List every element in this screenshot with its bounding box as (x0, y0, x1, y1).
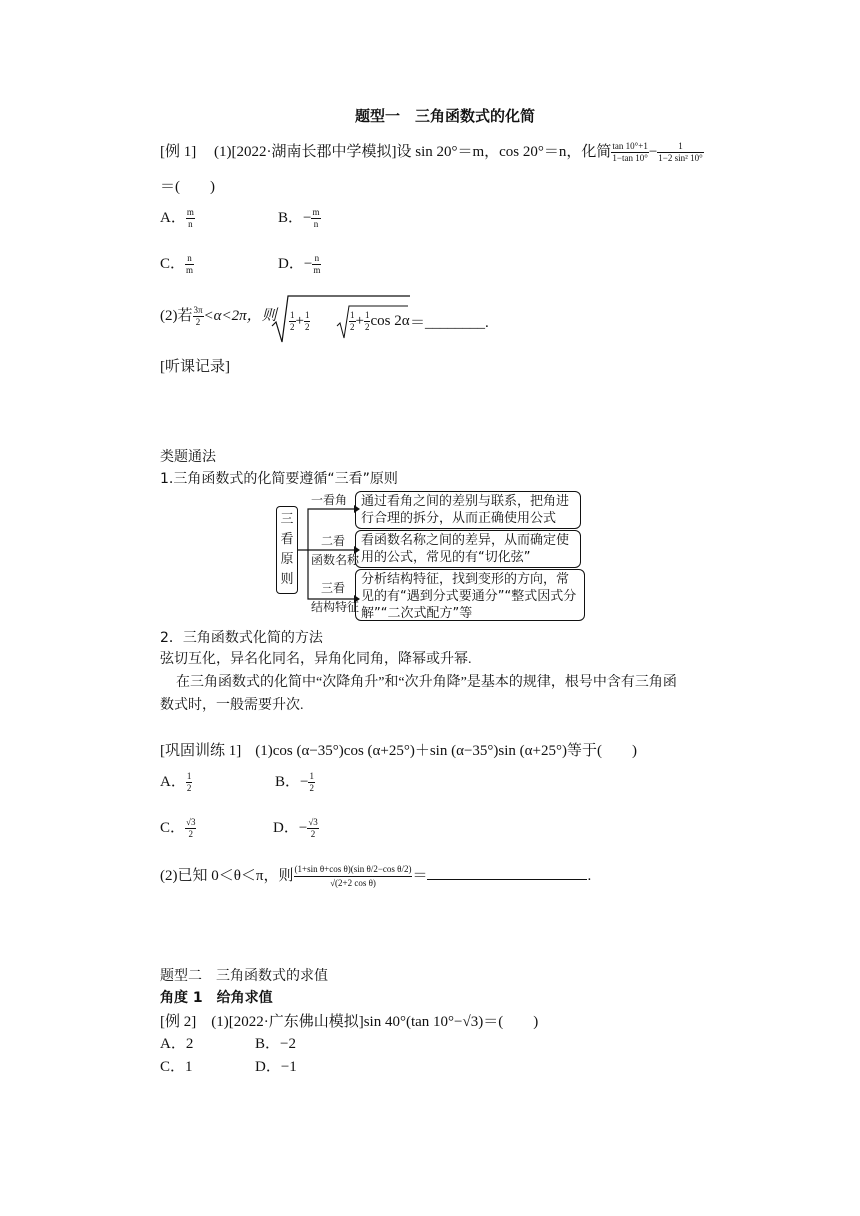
training-option-b: B．− $\frac{1}{2}$ (275, 771, 314, 794)
section-title-1: 题型一 三角函数式的化简 (355, 107, 536, 125)
branch-1-label: 一看角 (311, 493, 348, 507)
branch-2-box: 看函数名称之间的差异，从而确定使用的公式，常见的有“切化弦” (355, 530, 581, 568)
answer-blank: ＝________. (410, 315, 489, 331)
training-1-question-1: [巩固训练 1] (1)cos (α−35°)cos (α+25°)＋sin (α−35°)sin (α+25°)等于( ) (160, 743, 637, 759)
example-1-question-2: (2)若 $\frac{3\pi}{2}$ <α<2π，则 (160, 305, 277, 328)
option-a: A． $\frac{m}{n}$ (160, 207, 194, 230)
section-title-2: 题型二 三角函数式的求值 (160, 969, 328, 984)
answer-paren: ＝( ) (160, 179, 215, 195)
training-option-c: C． $\frac{√3}{2}$ (160, 817, 196, 840)
example-2-option-d: D．−1 (255, 1059, 297, 1075)
option-c: C． $\frac{n}{m}$ (160, 253, 194, 276)
fraction-tan: $\frac{\tan 10^\circ+1}{1-\tan 10^\circ}$ (612, 141, 648, 164)
example-2-option-b: B．−2 (255, 1036, 296, 1052)
method-paragraph-2b: 数式时，一般需要升次. (160, 698, 304, 713)
example-1-question-1 (160, 140, 704, 164)
branch-3-label-1: 三看 (321, 581, 346, 595)
minus-sign: − (648, 144, 658, 160)
radical-contents: $\frac{1}{2}$ + $\frac{1}{2}$ (290, 310, 310, 332)
example-label: [例 1] (160, 144, 197, 160)
inner-radical-contents: $\frac{1}{2}$ + $\frac{1}{2}$ cos 2α (350, 310, 410, 332)
method-paragraph-1: 弦切互化，异名化同名，异角化同角，降幂或升幂. (160, 652, 472, 667)
fraction-sin: $\frac{1}{\text{1−2 sin² 10°}}$ (658, 141, 703, 164)
example-2-question-1: [例 2] (1)[2022·广东佛山模拟]sin 40°(tan 10°−√3)＝( ) (160, 1014, 539, 1030)
branch-3-box: 分析结构特征，找到变形的方向，常见的有“遇到分式要通分”“整式因式分解”“二次式配方”等 (355, 569, 585, 621)
example-2-option-a: A．2 (160, 1036, 194, 1052)
methods-heading: 类题通法 (160, 449, 216, 465)
training-option-d: D．− $\frac{√3}{2}$ (273, 817, 318, 840)
diagram-root: 三 看 原 则 (276, 506, 298, 594)
branch-3-label-2: 结构特征 (311, 600, 360, 614)
method-item-2: 2．三角函数式化简的方法 (160, 630, 323, 646)
method-paragraph-2a: 在三角函数式的化简中“次降角升”和“次升角降”是基本的规律，根号中含有三角函 (176, 675, 677, 690)
option-b: B．− $\frac{m}{n}$ (278, 207, 320, 230)
angle-1-heading: 角度 1 给角求值 (160, 990, 273, 1006)
option-d: D．− $\frac{n}{m}$ (278, 253, 321, 276)
branch-2-label-2: 函数名称 (311, 553, 360, 567)
training-option-a: A． $\frac{1}{2}$ (160, 771, 192, 794)
branch-2-label-1: 二看 (321, 534, 346, 548)
lecture-notes-label: [听课记录] (160, 359, 230, 375)
example-2-option-c: C．1 (160, 1059, 193, 1075)
training-1-question-2: (2)已知 0＜θ＜π，则 $\frac{\text{(1+sin θ+cos θ)(sin θ/2−cos θ/2)}}{\text{√(2+2 cos θ)}}$ ＝ . (160, 864, 592, 888)
method-item-1: 1.三角函数式的化简要遵循“三看”原则 (160, 471, 398, 487)
branch-1-box: 通过看角之间的差别与联系，把角进行合理的拆分，从而正确使用公式 (355, 491, 581, 529)
question-text: (1)[2022·湖南长郡中学模拟]设 sin 20°＝m，cos 20°＝n，化简 (214, 144, 612, 160)
